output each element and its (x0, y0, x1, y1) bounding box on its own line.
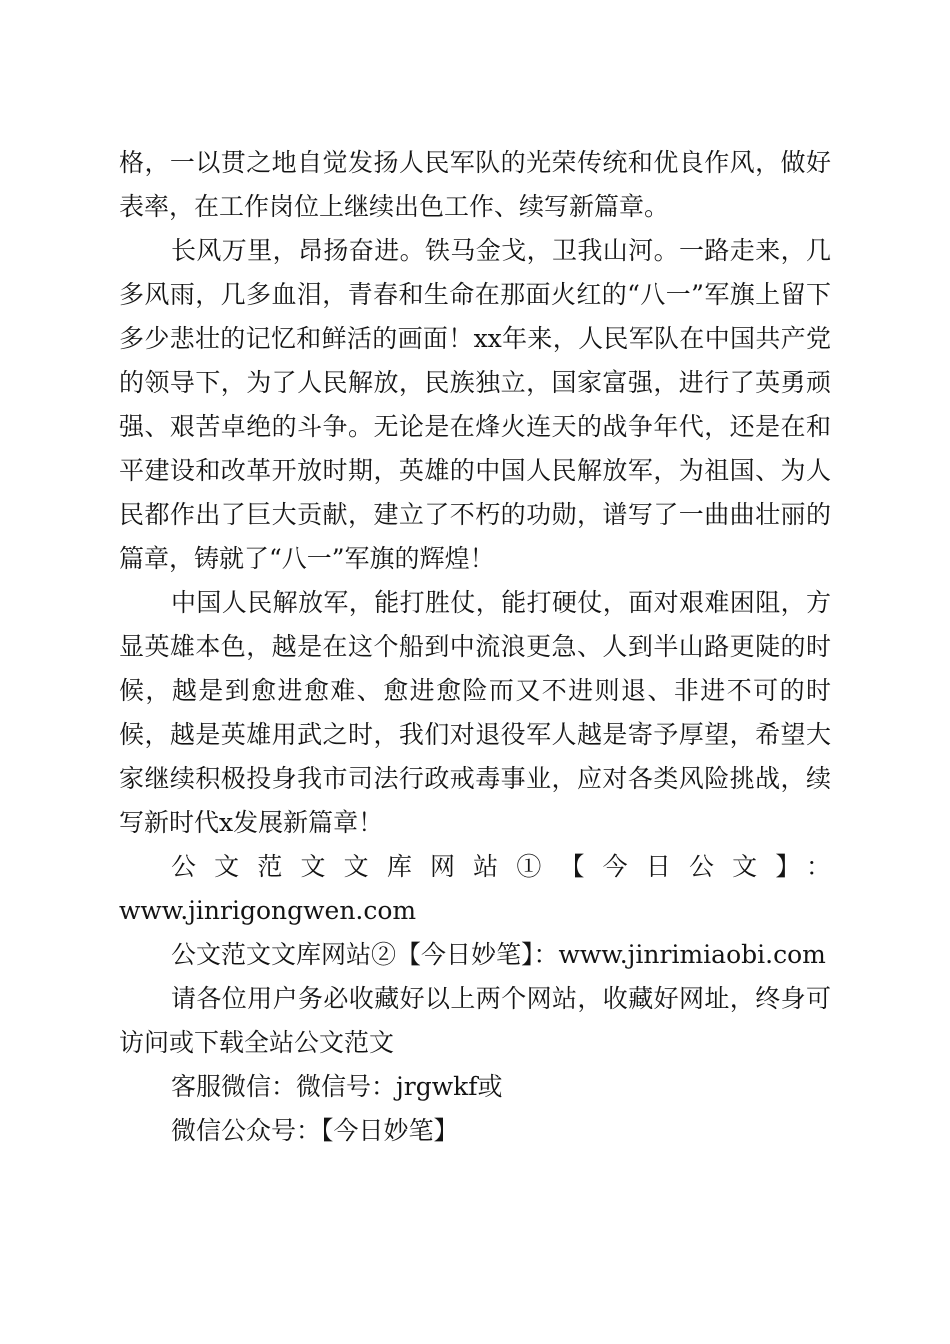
paragraph-army-history: 长风万里，昂扬奋进。铁马金戈，卫我山河。一路走来，几多风雨，几多血泪，青春和生命在那面火红的“八一”军旗上留下多少悲壮的记忆和鲜活的画面！xx年来，人民军队在中国共产党的领导下，为了人民解放，民族独立，国家富强，进行了英勇顽强、艰苦卓绝的斗争。无论是在烽火连天的战争年代，还是在和平建设和改革开放时期，英雄的中国人民解放军，为祖国、为人民都作出了巨大贡献，建立了不朽的功勋，谱写了一曲曲壮丽的篇章，铸就了“八一”军旗的辉煌！ (119, 236, 831, 573)
paragraph-continuation: 格，一以贯之地自觉发扬人民军队的光荣传统和优良作风，做好表率，在工作岗位上继续出色工作、续写新篇章。 (119, 148, 831, 221)
wechat-public-account: 微信公众号：【今日妙笔】 (171, 1116, 459, 1145)
site1-label: 公文范文文库网站①【今日公文】： (171, 852, 831, 881)
site1-url[interactable]: www.jinrigongwen.com (119, 896, 417, 925)
bookmark-notice: 请各位用户务必收藏好以上两个网站，收藏好网址，终身可访问或下载全站公文范文 (119, 984, 831, 1057)
paragraph-pla-spirit: 中国人民解放军，能打胜仗，能打硬仗，面对艰难困阻，方显英雄本色，越是在这个船到中流浪更急、人到半山路更陡的时候，越是到愈进愈难、愈进愈险而又不进则退、非进不可的时候，越是英雄用武之时，我们对退役军人越是寄予厚望，希望大家继续积极投身我市司法行政戒毒事业，应对各类风险挑战，续写新时代x发展新篇章！ (119, 588, 831, 837)
document-body (119, 141, 831, 1153)
wechat-service: 客服微信：微信号：jrgwkf或 (171, 1072, 503, 1101)
site2-line[interactable]: 公文范文文库网站②【今日妙笔】：www.jinrimiaobi.com (171, 940, 826, 969)
